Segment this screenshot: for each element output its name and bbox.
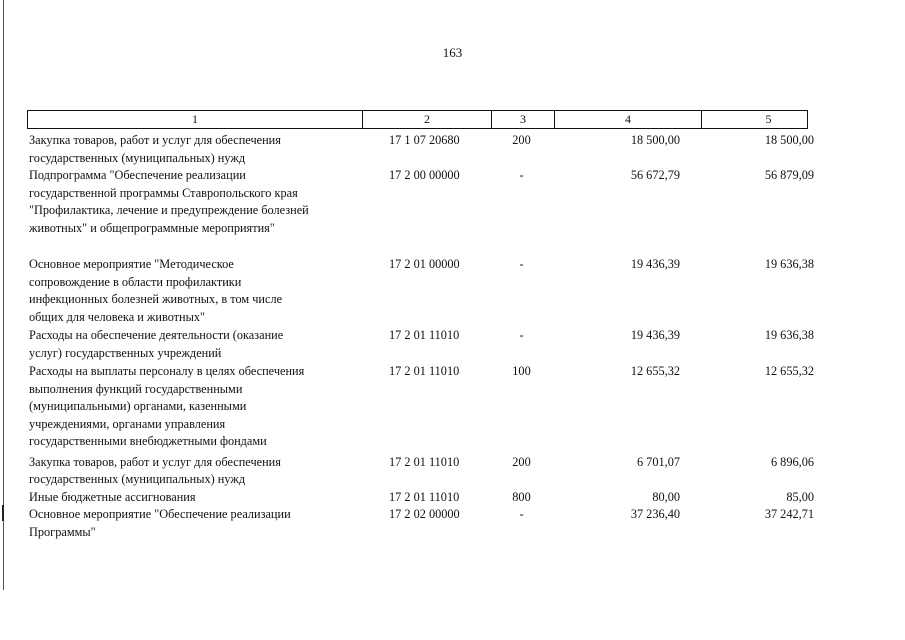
table-row xyxy=(27,167,814,237)
row-value-a: 18 500,00 xyxy=(630,133,680,147)
row-value-a: 12 655,32 xyxy=(630,364,680,378)
table-row xyxy=(27,132,814,167)
row-name: Расходы на выплаты персоналу в целях обеспечения выполнения функций государственными (муниципальными) органами, казенными учреждениями, органами управления государственными внебюджетными фондами xyxy=(29,364,305,448)
row-value-b: 12 655,32 xyxy=(764,364,814,378)
row-code: 17 2 01 11010 xyxy=(389,328,460,342)
row-value-b: 19 636,38 xyxy=(764,328,814,342)
header-col-1: 1 xyxy=(192,112,198,126)
row-name: Основное мероприятие "Обеспечение реализации Программы" xyxy=(29,507,291,539)
row-value-b: 19 636,38 xyxy=(764,257,814,271)
row-type: 200 xyxy=(512,133,531,147)
row-value-b: 6 896,06 xyxy=(770,454,814,469)
table-row xyxy=(27,363,814,451)
row-value-a: 6 701,07 xyxy=(636,454,680,469)
row-name: Иные бюджетные ассигнования xyxy=(29,489,196,504)
row-value-b: 85,00 xyxy=(786,489,814,504)
row-type: 100 xyxy=(512,364,531,378)
header-col-3: 3 xyxy=(491,111,554,128)
header-col-4: 4 xyxy=(554,111,701,128)
row-name: Подпрограмма "Обеспечение реализации государственной программы Ставропольского края "Профилактика, лечение и предупреждение болезней животных" и общепрограммные мероприятия" xyxy=(29,168,309,235)
table-header xyxy=(27,110,808,129)
row-type: 800 xyxy=(512,489,531,504)
row-type: - xyxy=(519,168,524,182)
row-value-a: 56 672,79 xyxy=(630,168,680,182)
row-name: Закупка товаров, работ и услуг для обеспечения государственных (муниципальных) нужд xyxy=(29,133,281,165)
row-name: Расходы на обеспечение деятельности (оказание услуг) государственных учреждений xyxy=(29,328,284,360)
row-value-b: 37 242,71 xyxy=(764,507,814,521)
row-code: 17 2 01 11010 xyxy=(389,454,460,469)
row-value-b: 18 500,00 xyxy=(764,133,814,147)
budget-table xyxy=(27,110,814,541)
row-value-a: 80,00 xyxy=(652,489,680,504)
row-code: 17 2 00 00000 xyxy=(389,168,460,182)
table-row xyxy=(27,506,814,541)
row-value-a: 37 236,40 xyxy=(630,507,680,521)
row-name: Закупка товаров, работ и услуг для обеспечения государственных (муниципальных) нужд xyxy=(29,454,281,486)
row-value-b: 56 879,09 xyxy=(764,168,814,182)
table-row xyxy=(27,489,814,507)
header-col-2: 2 xyxy=(362,111,491,128)
row-code: 17 2 01 00000 xyxy=(389,257,460,271)
row-value-a: 19 436,39 xyxy=(630,257,680,271)
row-code: 17 1 07 20680 xyxy=(389,133,460,147)
row-value-a: 19 436,39 xyxy=(630,328,680,342)
table-row xyxy=(27,454,814,489)
row-code: 17 2 02 00000 xyxy=(389,507,460,521)
row-type: - xyxy=(519,507,524,521)
table-row xyxy=(27,327,814,362)
row-type: - xyxy=(519,328,524,342)
row-code: 17 2 01 11010 xyxy=(389,489,460,504)
header-col-5: 5 xyxy=(701,111,835,128)
row-code: 17 2 01 11010 xyxy=(389,364,460,378)
scan-edge-mark xyxy=(2,505,4,521)
page-number: 163 xyxy=(442,45,463,60)
table-row xyxy=(27,256,814,326)
row-type: 200 xyxy=(512,454,531,469)
row-type: - xyxy=(519,257,524,271)
scan-edge-line xyxy=(3,0,4,590)
row-name: Основное мероприятие "Методическое сопровождение в области профилактики инфекционных болезней животных, в том числе общих для человека и животных" xyxy=(29,257,283,324)
